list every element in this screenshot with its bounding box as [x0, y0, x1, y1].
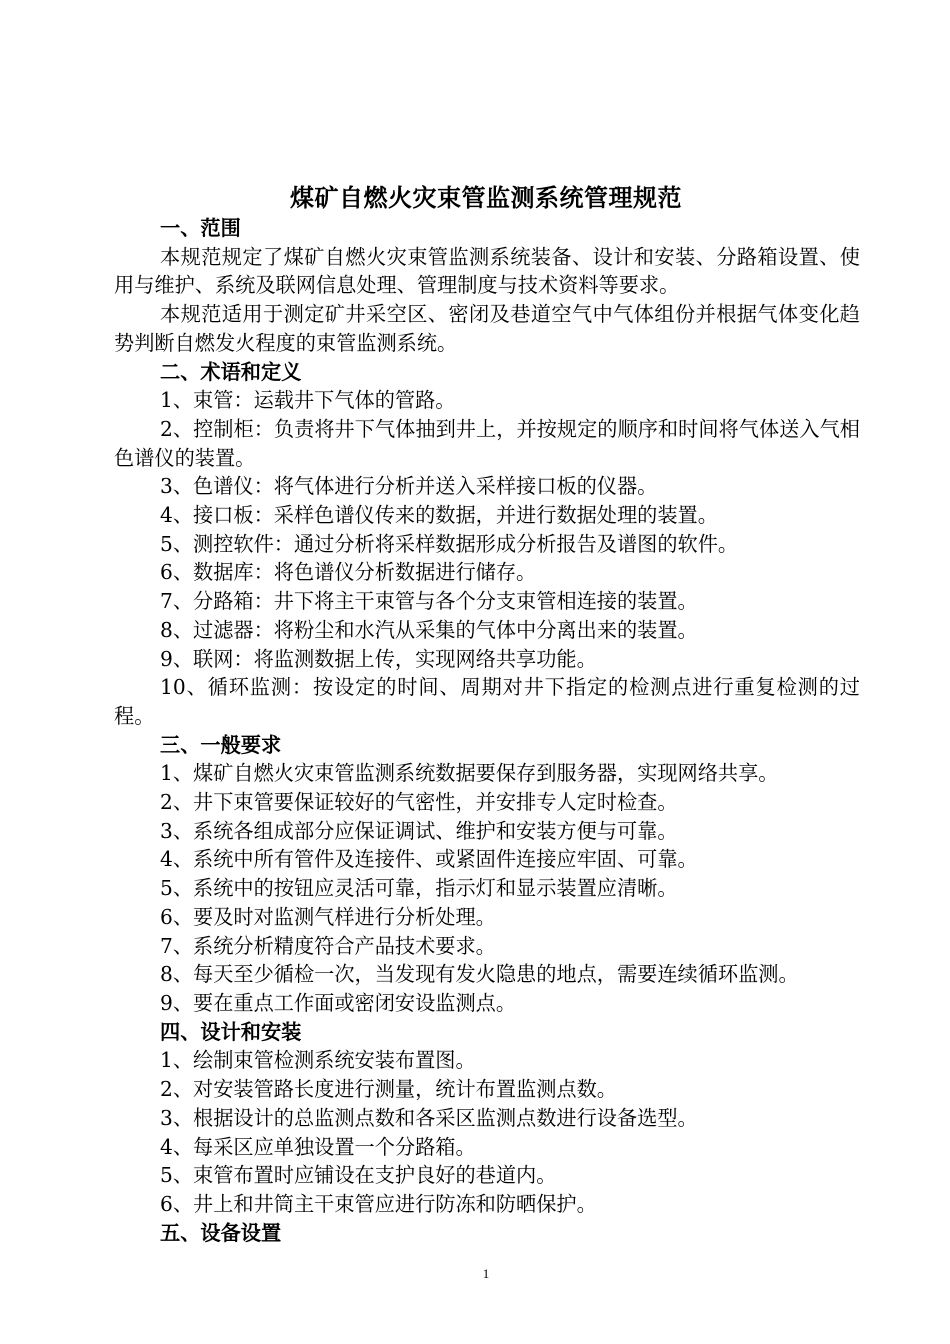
- list-item: 6、数据库：将色谱仪分析数据进行储存。: [160, 560, 537, 585]
- list-item: 1、煤矿自燃火灾束管监测系统数据要保存到服务器，实现网络共享。: [160, 761, 779, 786]
- list-item: 3、根据设计的总监测点数和各采区监测点数进行设备选型。: [160, 1105, 698, 1130]
- list-item: 7、系统分析精度符合产品技术要求。: [160, 933, 496, 958]
- section-heading: 五、设备设置: [160, 1220, 282, 1245]
- list-item: 6、要及时对监测气样进行分析处理。: [160, 904, 496, 929]
- list-item: 5、系统中的按钮应灵活可靠，指示灯和显示装置应清晰。: [160, 876, 678, 901]
- list-item: 10、循环监测：按设定的时间、周期对井下指定的检测点进行重复检测的过程。: [114, 675, 860, 728]
- list-item: 3、色谱仪：将气体进行分析并送入采样接口板的仪器。: [160, 474, 658, 499]
- list-item: 3、系统各组成部分应保证调试、维护和安装方便与可靠。: [160, 818, 678, 843]
- list-item: 1、绘制束管检测系统安装布置图。: [160, 1048, 476, 1073]
- list-item: 8、过滤器：将粉尘和水汽从采集的气体中分离出来的装置。: [160, 617, 698, 642]
- list-item: 2、井下束管要保证较好的气密性，并安排专人定时检查。: [160, 790, 678, 815]
- section-heading: 三、一般要求: [160, 732, 282, 757]
- body-paragraph: 本规范规定了煤矿自燃火灾束管监测系统装备、设计和安装、分路箱设置、使用与维护、系统及联网信息处理、管理制度与技术资料等要求。: [114, 244, 860, 298]
- list-item: 4、系统中所有管件及连接件、或紧固件连接应牢固、可靠。: [160, 847, 698, 872]
- list-item: 4、接口板：采样色谱仪传来的数据，并进行数据处理的装置。: [160, 503, 718, 528]
- section-heading: 一、范围: [160, 216, 241, 240]
- document-title: 煤矿自燃火灾束管监测系统管理规范: [290, 183, 682, 212]
- list-item: 8、每天至少循检一次，当发现有发火隐患的地点，需要连续循环监测。: [160, 962, 799, 987]
- body-paragraph: 本规范适用于测定矿井采空区、密闭及巷道空气中气体组份并根据气体变化趋势判断自燃发火程度的束管监测系统。: [114, 302, 860, 355]
- section-heading: 二、术语和定义: [160, 359, 302, 384]
- section-heading: 四、设计和安装: [160, 1019, 302, 1044]
- list-item: 9、要在重点工作面或密闭安设监测点。: [160, 990, 517, 1015]
- list-item: 2、控制柜：负责将井下气体抽到井上，并按规定的顺序和时间将气体送入气相色谱仪的装置。: [114, 416, 860, 470]
- list-item: 9、联网：将监测数据上传，实现网络共享功能。: [160, 646, 597, 671]
- list-item: 7、分路箱：井下将主干束管与各个分支束管相连接的装置。: [160, 589, 698, 614]
- list-item: 4、每采区应单独设置一个分路箱。: [160, 1134, 476, 1159]
- page-number: 1: [482, 1266, 490, 1281]
- list-item: 5、测控软件：通过分析将采样数据形成分析报告及谱图的软件。: [160, 531, 739, 556]
- list-item: 1、束管：运载井下气体的管路。: [160, 388, 456, 413]
- list-item: 5、束管布置时应铺设在支护良好的巷道内。: [160, 1163, 557, 1188]
- list-item: 6、井上和井筒主干束管应进行防冻和防晒保护。: [160, 1191, 597, 1216]
- list-item: 2、对安装管路长度进行测量，统计布置监测点数。: [160, 1077, 617, 1102]
- document-body: [114, 214, 860, 1247]
